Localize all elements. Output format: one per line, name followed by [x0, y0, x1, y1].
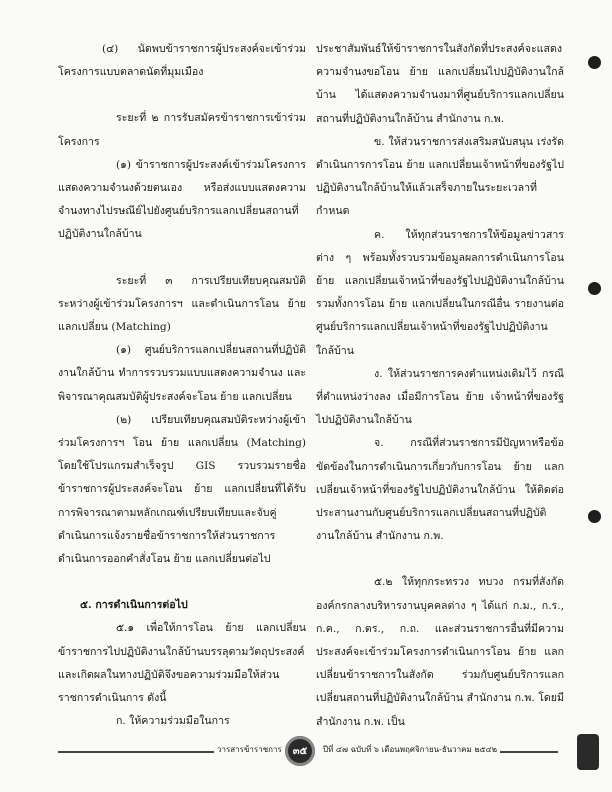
punch-hole-icon: [588, 282, 601, 295]
paragraph-phase-3-item-2: (๒) เปรียบเทียบคุณสมบัติระหว่างผู้เข้าร่วมโครงการฯ โอน ย้าย แลกเปลี่ยน (Matching) โดยใช้โปรแกรมสำเร็จรูป GIS รวบรวมรายชื่อข้าราชการผู้ประสงค์จะโอน ย้าย แลกเปลี่ยนที่ได้รับการพิจารณาตามหลักเกณฑ์เปรียบเทียบและจับคู่ ดำเนินการแจ้งรายชื่อข้าราชการให้ส่วนราชการดำเนินการออกคำสั่งโอน ย้าย แลกเปลี่ยนต่อไป: [58, 413, 306, 566]
paragraph-phase-3-heading: ระยะที่ ๓ การเปรียบเทียบคุณสมบัติระหว่างผู้เข้าร่วมโครงการฯ และดำเนินการโอน ย้าย แลกเปลี่ยน (Matching): [58, 274, 306, 334]
page-edge-tab-icon: [577, 734, 599, 770]
page-footer: [0, 732, 612, 772]
paragraph-item-e: จ. กรณีที่ส่วนราชการมีปัญหาหรือข้อขัดข้องในการดำเนินการเกี่ยวกับการโอน ย้าย แลกเปลี่ยนเจ้าหน้าที่ของรัฐไปปฏิบัติงานใกล้บ้าน ให้ติดต่อประสานงานกับศูนย์บริการแลกเปลี่ยนสถานที่ปฏิบัติงานใกล้บ้าน สำนักงาน ก.พ.: [316, 437, 564, 543]
issue-info: ปีที่ ๔๗ ฉบับที่ ๖ เดือนพฤศจิกายน-ธันวาคม ๒๕๔๒: [320, 743, 500, 756]
section-heading-next-steps: ๕. การดำเนินการต่อไป: [80, 599, 188, 612]
page-number: ๓๕: [292, 745, 308, 757]
paragraph-item-a: ก. ให้ความร่วมมือในการ: [116, 715, 230, 728]
punch-hole-icon: [588, 56, 601, 69]
page-number-badge: [285, 736, 315, 766]
punch-hole-icon: [588, 510, 601, 523]
paragraph-5-1: ๕.๑ เพื่อให้การโอน ย้าย แลกเปลี่ยนข้าราชการไปปฏิบัติงานใกล้บ้านบรรลุตามวัตถุประสงค์และเกิดผลในทางปฏิบัติจึงขอความร่วมมือให้ส่วนราชการดำเนินการ ดังนี้: [58, 622, 306, 705]
left-column: [58, 38, 306, 733]
right-column: [316, 38, 564, 734]
paragraph-item-4: (๔) นัดพบข้าราชการผู้ประสงค์จะเข้าร่วมโครงการแบบตลาดนัดที่มุมเมือง: [58, 43, 306, 79]
paragraph-item-d: ง. ให้ส่วนราชการคงตำแหน่งเดิมไว้ กรณีที่ตำแหน่งว่างลง เมื่อมีการโอน ย้าย เจ้าหน้าที่ของรัฐไปปฏิบัติงานใกล้บ้าน: [316, 367, 564, 427]
paragraph-phase-2-item-1: (๑) ข้าราชการผู้ประสงค์เข้าร่วมโครงการแสดงความจำนงด้วยตนเอง หรือส่งแบบแสดงความจำนงทางไปรษณีย์ไปยังศูนย์บริการแลกเปลี่ยนสถานที่ปฏิบัติงานใกล้บ้าน: [58, 158, 306, 241]
paragraph-item-c: ค. ให้ทุกส่วนราชการให้ข้อมูลข่าวสารต่าง ๆ พร้อมทั้งรวบรวมข้อมูลผลการดำเนินการโอน ย้าย แลกเปลี่ยนเจ้าหน้าที่ของรัฐไปปฏิบัติงานใกล้บ้าน รวมทั้งการโอน ย้าย แลกเปลี่ยนในกรณีอื่น รายงานต่อศูนย์บริการแลกเปลี่ยนเจ้าหน้าที่ของรัฐไปปฏิบัติงานใกล้บ้าน: [316, 228, 564, 357]
paragraph-continued: ประชาสัมพันธ์ให้ข้าราชการในสังกัดที่ประสงค์จะแสดงความจำนงขอโอน ย้าย แลกเปลี่ยนไปปฏิบัติงานใกล้บ้าน ได้แสดงความจำนงมาที่ศูนย์บริการแลกเปลี่ยนสถานที่ปฏิบัติงานใกล้บ้าน สำนักงาน ก.พ.: [316, 43, 564, 125]
paragraph-phase-2-heading: ระยะที่ ๒ การรับสมัครข้าราชการเข้าร่วมโครงการ: [58, 112, 306, 148]
paragraph-5-2: ๕.๒ ให้ทุกกระทรวง ทบวง กรมที่สังกัดองค์กรกลางบริหารงานบุคคลต่าง ๆ ได้แก่ ก.ม., ก.ร., ก.ค., ก.ตร., ก.ถ. และส่วนราชการอื่นที่มีความประสงค์จะเข้าร่วมโครงการดำเนินการโอน ย้าย แลกเปลี่ยนข้าราชการในสังกัด ร่วมกับศูนย์บริการแลกเปลี่ยนสถานที่ปฏิบัติงานใกล้บ้าน สำนักงาน ก.พ. โดยมีสำนักงาน ก.พ. เป็น: [316, 576, 564, 728]
paragraph-item-b: ข. ให้ส่วนราชการส่งเสริมสนับสนุน เร่งรัดดำเนินการการโอน ย้าย แลกเปลี่ยนเจ้าหน้าที่ของรัฐไปปฏิบัติงานใกล้บ้านให้แล้วเสร็จภายในระยะเวลาที่กำหนด: [316, 135, 564, 218]
journal-name: วารสารข้าราชการ: [214, 743, 285, 756]
paragraph-phase-3-item-1: (๑) ศูนย์บริการแลกเปลี่ยนสถานที่ปฏิบัติงานใกล้บ้าน ทำการรวบรวมแบบแสดงความจำนง และพิจารณาคุณสมบัติผู้ประสงค์จะโอน ย้าย แลกเปลี่ยน: [58, 344, 306, 403]
